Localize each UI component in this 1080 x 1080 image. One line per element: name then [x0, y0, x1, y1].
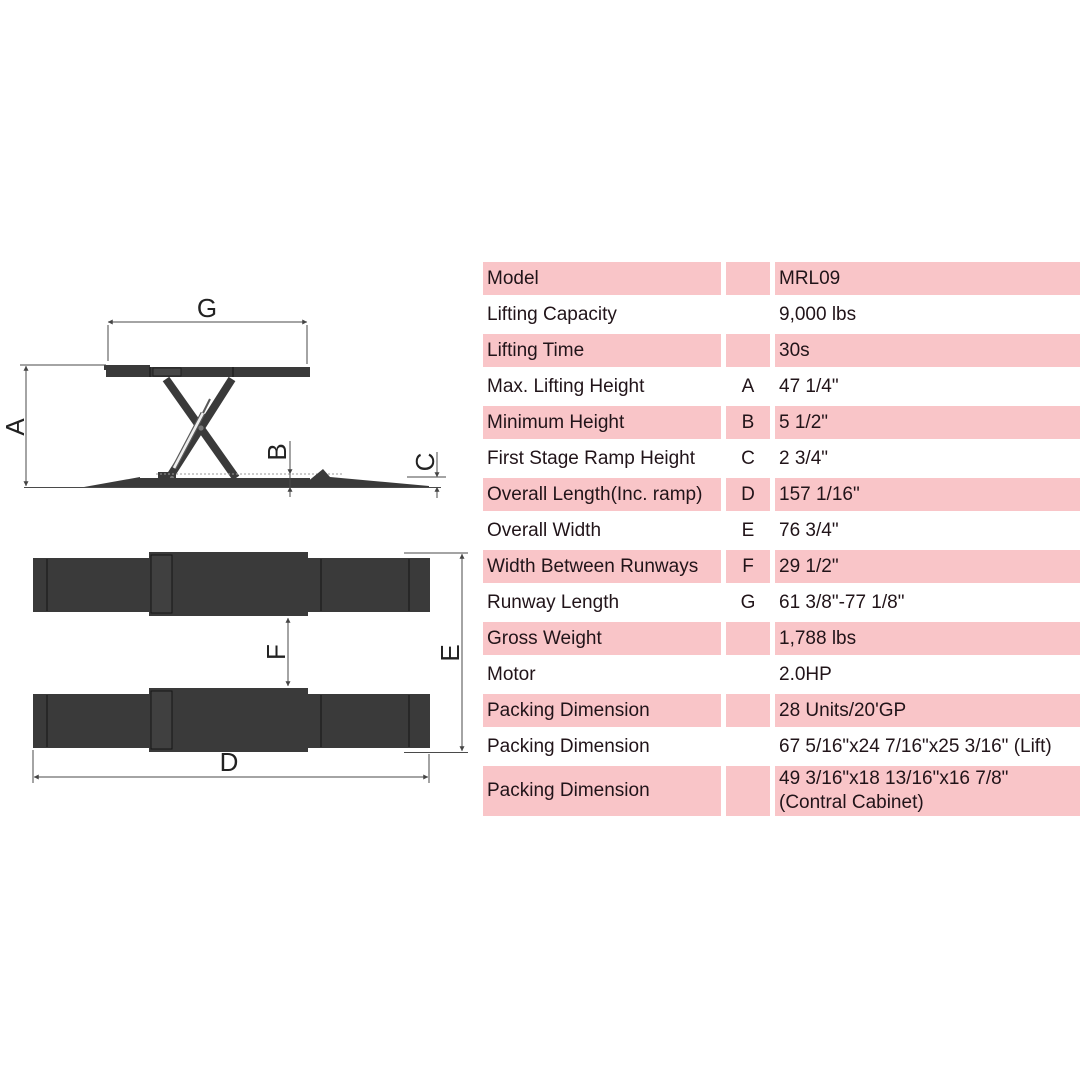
scissor-lift-drawing [0, 0, 480, 1080]
dimension-g [108, 293, 307, 364]
spec-label: Runway Length [483, 586, 721, 619]
table-row [483, 586, 1080, 619]
runway-bottom [33, 688, 430, 752]
dimension-c [407, 452, 446, 498]
spec-value: 49 3/16"x18 13/16"x16 7/8" (Contral Cabinet) [775, 766, 1080, 816]
top-view [33, 552, 468, 783]
table-row [483, 658, 1080, 691]
spec-value: 157 1/16" [775, 478, 1080, 511]
spec-letter: E [726, 514, 770, 547]
dim-label-a: A [0, 418, 30, 436]
spec-letter: A [726, 370, 770, 403]
spec-value: 29 1/2" [775, 550, 1080, 583]
dim-label-f: F [261, 644, 291, 660]
spec-label: Packing Dimension [483, 694, 721, 727]
left-ramp [84, 477, 140, 487]
table-row [483, 406, 1080, 439]
spec-value: 28 Units/20'GP [775, 694, 1080, 727]
dimension-b [262, 441, 292, 497]
table-row [483, 334, 1080, 367]
spec-letter: B [726, 406, 770, 439]
runway-body [149, 688, 308, 752]
spec-label: Gross Weight [483, 622, 721, 655]
table-row [483, 370, 1080, 403]
platform [104, 365, 310, 377]
spec-label: Overall Length(Inc. ramp) [483, 478, 721, 511]
dim-label-d: D [219, 747, 239, 777]
platform-block [153, 368, 181, 376]
spec-value: MRL09 [775, 262, 1080, 295]
spec-value: 30s [775, 334, 1080, 367]
spec-value: 47 1/4" [775, 370, 1080, 403]
table-row [483, 298, 1080, 331]
runway-left-ramp [33, 558, 151, 612]
spec-letter [726, 262, 770, 295]
side-view [0, 293, 446, 498]
table-row [483, 550, 1080, 583]
spec-label: Packing Dimension [483, 766, 721, 816]
dim-label-e: E [435, 644, 465, 662]
spec-label: Max. Lifting Height [483, 370, 721, 403]
spec-value: 67 5/16"x24 7/16"x25 3/16" (Lift) [775, 730, 1080, 763]
spec-letter [726, 694, 770, 727]
spec-label: Packing Dimension [483, 730, 721, 763]
dim-label-b: B [262, 443, 292, 461]
spec-letter [726, 730, 770, 763]
table-row [483, 730, 1080, 763]
table-row [483, 442, 1080, 475]
spec-value: 5 1/2" [775, 406, 1080, 439]
dim-label-g: G [196, 293, 218, 323]
table-row [483, 262, 1080, 295]
spec-value: 2.0HP [775, 658, 1080, 691]
spec-label: Width Between Runways [483, 550, 721, 583]
runway-top [33, 552, 430, 616]
spec-value: 61 3/8"-77 1/8" [775, 586, 1080, 619]
table-row [483, 622, 1080, 655]
table-row [483, 478, 1080, 511]
runway-body [149, 552, 308, 616]
spec-value: 1,788 lbs [775, 622, 1080, 655]
dim-label-c: C [410, 452, 440, 472]
spec-value: 9,000 lbs [775, 298, 1080, 331]
dimension-d [33, 747, 429, 783]
table-row [483, 514, 1080, 547]
center-pivot [198, 425, 203, 430]
spec-label: Model [483, 262, 721, 295]
spec-letter [726, 334, 770, 367]
spec-label: First Stage Ramp Height [483, 442, 721, 475]
spec-letter: F [726, 550, 770, 583]
base-bar [140, 478, 310, 487]
spec-letter: D [726, 478, 770, 511]
runway-right-ramp [307, 694, 430, 748]
scissor-arms [158, 379, 236, 482]
spec-label: Lifting Capacity [483, 298, 721, 331]
runway-left-ramp [33, 694, 151, 748]
dimension-a [0, 365, 106, 486]
spec-label: Motor [483, 658, 721, 691]
spec-letter [726, 298, 770, 331]
spec-letter: C [726, 442, 770, 475]
platform-slab [106, 367, 310, 377]
spec-letter [726, 766, 770, 816]
spec-label: Minimum Height [483, 406, 721, 439]
spec-value: 76 3/4" [775, 514, 1080, 547]
spec-value: 2 3/4" [775, 442, 1080, 475]
spec-label: Lifting Time [483, 334, 721, 367]
spec-table [483, 262, 1080, 819]
table-row [483, 694, 1080, 727]
spec-letter: G [726, 586, 770, 619]
spec-label: Overall Width [483, 514, 721, 547]
runway-right-ramp [307, 558, 430, 612]
table-row [483, 766, 1080, 816]
spec-letter [726, 658, 770, 691]
dimension-f [261, 618, 291, 686]
spec-letter [726, 622, 770, 655]
